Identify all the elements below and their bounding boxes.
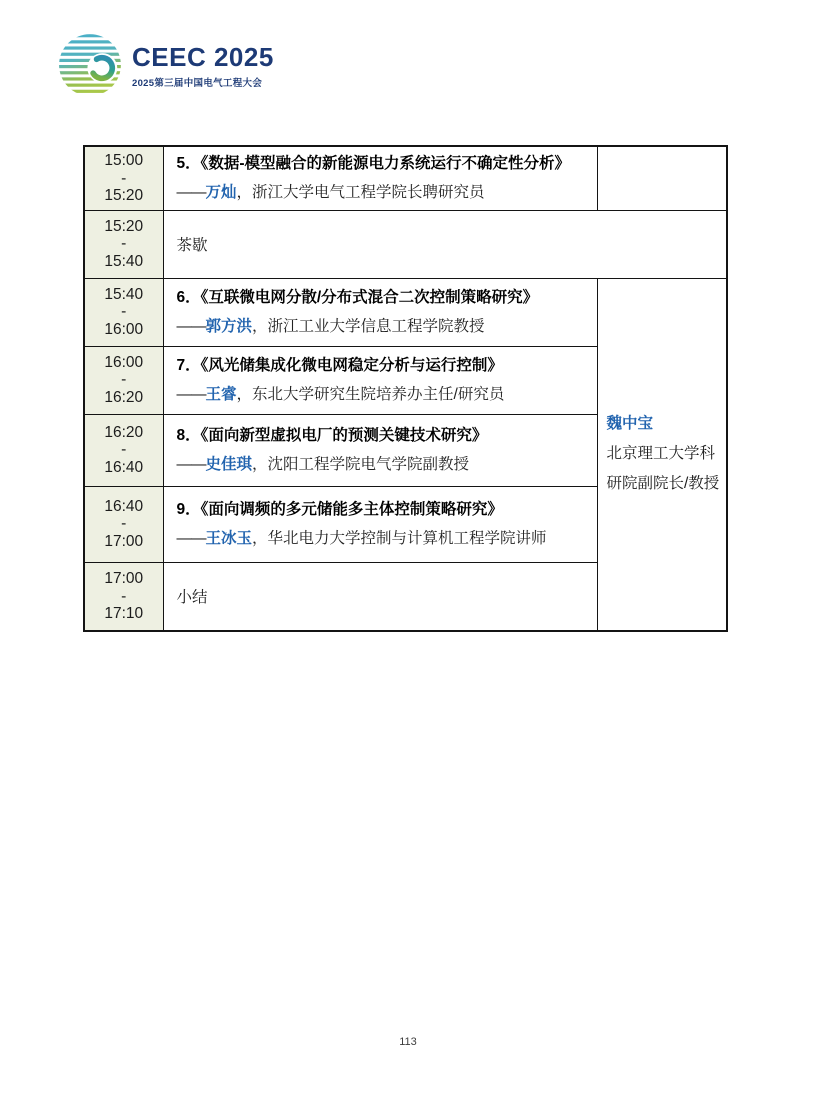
table-row xyxy=(84,278,727,346)
speaker-dash: —— xyxy=(176,183,206,201)
speaker-dash: —— xyxy=(176,529,206,547)
table-row xyxy=(84,146,727,210)
schedule-table xyxy=(83,145,728,632)
logo-title: CEEC 2025 xyxy=(132,42,274,72)
speaker-affiliation: 东北大学研究生院培养办主任/研究员 xyxy=(252,385,505,403)
logo-text-block xyxy=(132,31,274,89)
empty-chair-cell xyxy=(597,146,727,210)
time-end: 16:00 xyxy=(104,320,144,338)
time-start: 15:20 xyxy=(104,217,144,235)
session-cell xyxy=(163,278,597,346)
speaker-affiliation: 沈阳工程学院电气学院副教授 xyxy=(267,455,470,473)
session-title: 9．《面向调频的多元储能多主体控制策略研究》 xyxy=(176,501,503,519)
speaker-dash: —— xyxy=(176,317,206,335)
speaker-name: 万灿 xyxy=(205,183,237,201)
session-speaker-line xyxy=(177,455,587,474)
chair-affiliation: 北京理工大学科研院副院长/教授 xyxy=(606,445,720,493)
time-separator: - xyxy=(121,235,127,253)
time-cell xyxy=(84,210,163,278)
session-title: 8．《面向新型虚拟电厂的预测关键技术研究》 xyxy=(176,427,488,445)
time-cell xyxy=(84,346,163,414)
speaker-affiliation: 浙江大学电气工程学院长聘研究员 xyxy=(252,183,485,201)
time-end: 15:20 xyxy=(104,186,144,204)
speaker-affiliation: 华北电力大学控制与计算机工程学院讲师 xyxy=(267,529,547,547)
speaker-comma: ， xyxy=(252,455,268,473)
session-cell xyxy=(163,146,597,210)
time-separator: - xyxy=(121,441,127,459)
time-cell xyxy=(84,562,163,631)
speaker-comma: ， xyxy=(252,317,268,335)
session-cell xyxy=(163,486,597,562)
session-chair-cell xyxy=(597,278,727,631)
speaker-name: 史佳琪 xyxy=(205,455,253,473)
time-end: 17:10 xyxy=(104,604,144,622)
speaker-name: 王冰玉 xyxy=(205,529,253,547)
speaker-dash: —— xyxy=(176,385,206,403)
time-separator: - xyxy=(121,169,127,187)
table-row xyxy=(84,210,727,278)
time-start: 16:00 xyxy=(104,353,144,371)
time-separator: - xyxy=(121,371,127,389)
time-cell xyxy=(84,146,163,210)
page-number: 113 xyxy=(399,1036,417,1048)
session-title: 5．《数据-模型融合的新能源电力系统运行不确定性分析》 xyxy=(176,155,571,173)
summary-cell: 小结 xyxy=(163,562,597,631)
session-title: 6．《互联微电网分散/分布式混合二次控制策略研究》 xyxy=(176,289,539,307)
session-speaker-line xyxy=(177,317,587,336)
time-cell xyxy=(84,486,163,562)
session-cell xyxy=(163,346,597,414)
speaker-comma: ， xyxy=(236,385,253,403)
session-title: 7．《风光储集成化微电网稳定分析与运行控制》 xyxy=(176,357,503,375)
time-start: 16:20 xyxy=(104,423,144,441)
time-end: 16:40 xyxy=(104,458,144,476)
time-end: 15:40 xyxy=(104,252,144,270)
time-cell xyxy=(84,414,163,486)
time-separator: - xyxy=(121,515,127,533)
conference-logo xyxy=(57,31,274,99)
speaker-comma: ， xyxy=(252,529,268,547)
time-start: 17:00 xyxy=(104,570,144,588)
session-speaker-line xyxy=(177,385,587,404)
session-speaker-line xyxy=(177,183,587,202)
time-separator: - xyxy=(121,303,127,321)
time-start: 16:40 xyxy=(104,497,144,515)
speaker-name: 王睿 xyxy=(205,385,237,403)
time-start: 15:00 xyxy=(104,152,144,170)
time-start: 15:40 xyxy=(104,285,144,303)
logo-subtitle: 2025第三届中国电气工程大会 xyxy=(132,78,263,89)
speaker-name: 郭方洪 xyxy=(205,317,253,335)
session-speaker-line xyxy=(177,529,587,548)
globe-stripes-icon xyxy=(57,31,125,99)
time-cell xyxy=(84,278,163,346)
time-separator: - xyxy=(121,587,127,605)
speaker-affiliation: 浙江工业大学信息工程学院教授 xyxy=(267,317,485,335)
speaker-comma: ， xyxy=(236,183,253,201)
time-end: 16:20 xyxy=(104,388,144,406)
speaker-dash: —— xyxy=(176,455,206,473)
time-end: 17:00 xyxy=(104,532,144,550)
chair-name: 魏中宝 xyxy=(606,414,654,432)
session-cell xyxy=(163,414,597,486)
break-cell: 茶歇 xyxy=(163,210,727,278)
